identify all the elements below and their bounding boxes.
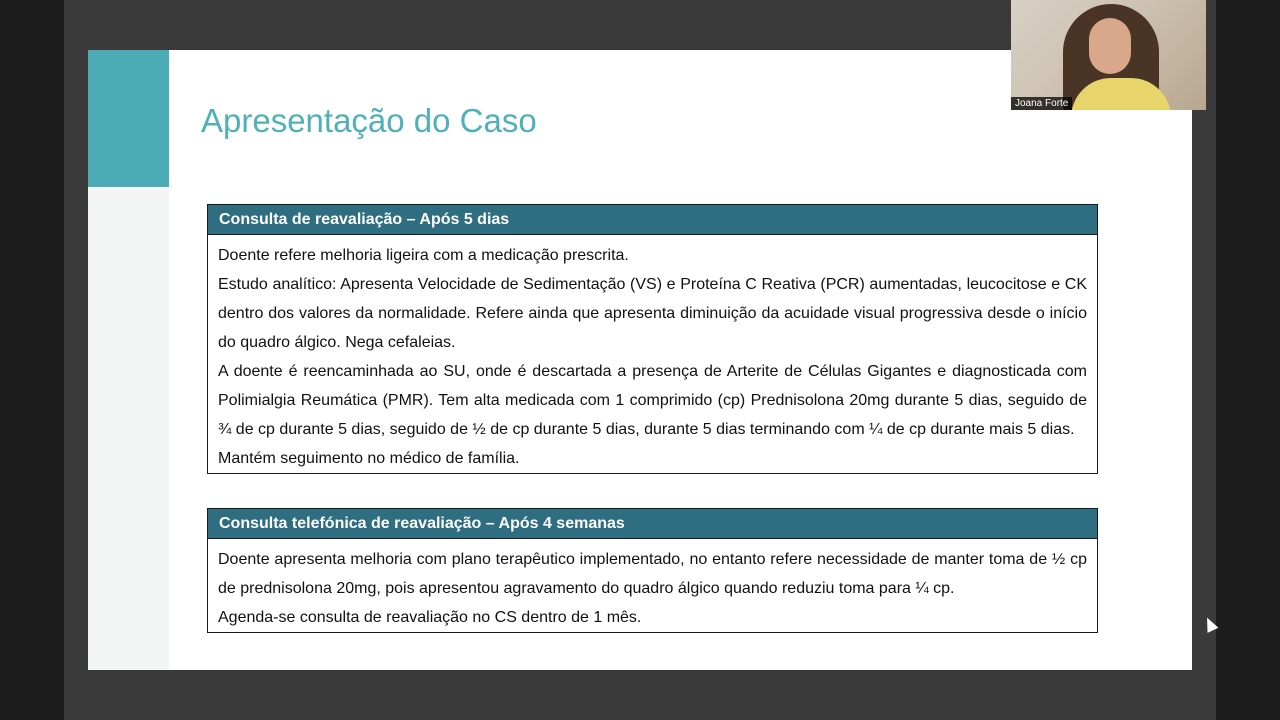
slide [88, 50, 1192, 670]
participant-name-label: Joana Forte [1011, 97, 1072, 110]
section-header: Consulta telefónica de reavaliação – Após 4 semanas [208, 509, 1097, 539]
section-paragraph: Estudo analítico: Apresenta Velocidade de Sedimentação (VS) e Proteína C Reativa (PCR) aumentadas, leucocitose e CK dentro dos valores da normalidade. Refere ainda que apresenta diminuição da acuidade visual progressiva desde o início do quadro álgico. Nega cefaleias. [218, 276, 1087, 351]
slide-title: Apresentação do Caso [201, 102, 537, 139]
section-paragraph: Doente refere melhoria ligeira com a medicação prescrita. [218, 247, 629, 264]
section-paragraph: Agenda-se consulta de reavaliação no CS dentro de 1 mês. [218, 609, 642, 626]
section-body [208, 235, 1097, 473]
section-paragraph: Doente apresenta melhoria com plano terapêutico implementado, no entanto refere necessidade de manter toma de ½ cp de prednisolona 20mg, pois apresentou agravamento do quadro álgico quando reduziu toma para ¼ cp. [218, 551, 1087, 597]
section-paragraph: Mantém seguimento no médico de família. [218, 450, 520, 467]
section-box-telefonica [207, 508, 1098, 633]
section-box-reavaliacao [207, 204, 1098, 474]
participant-face [1089, 18, 1131, 74]
section-body [208, 539, 1097, 632]
webcam-thumbnail[interactable] [1011, 0, 1206, 110]
section-header: Consulta de reavaliação – Após 5 dias [208, 205, 1097, 235]
section-paragraph: A doente é reencaminhada ao SU, onde é descartada a presença de Arterite de Células Gigantes e diagnosticada com Polimialgia Reumática (PMR). Tem alta medicada com 1 comprimido (cp) Prednisolona 20mg durante 5 dias, seguido de ¾ de cp durante 5 dias, seguido de ½ de cp durante 5 dias, durante 5 dias terminando com ¼ de cp durante mais 5 dias. [218, 363, 1087, 438]
slide-side-strip [88, 187, 169, 670]
slide-accent-bar [88, 50, 169, 187]
